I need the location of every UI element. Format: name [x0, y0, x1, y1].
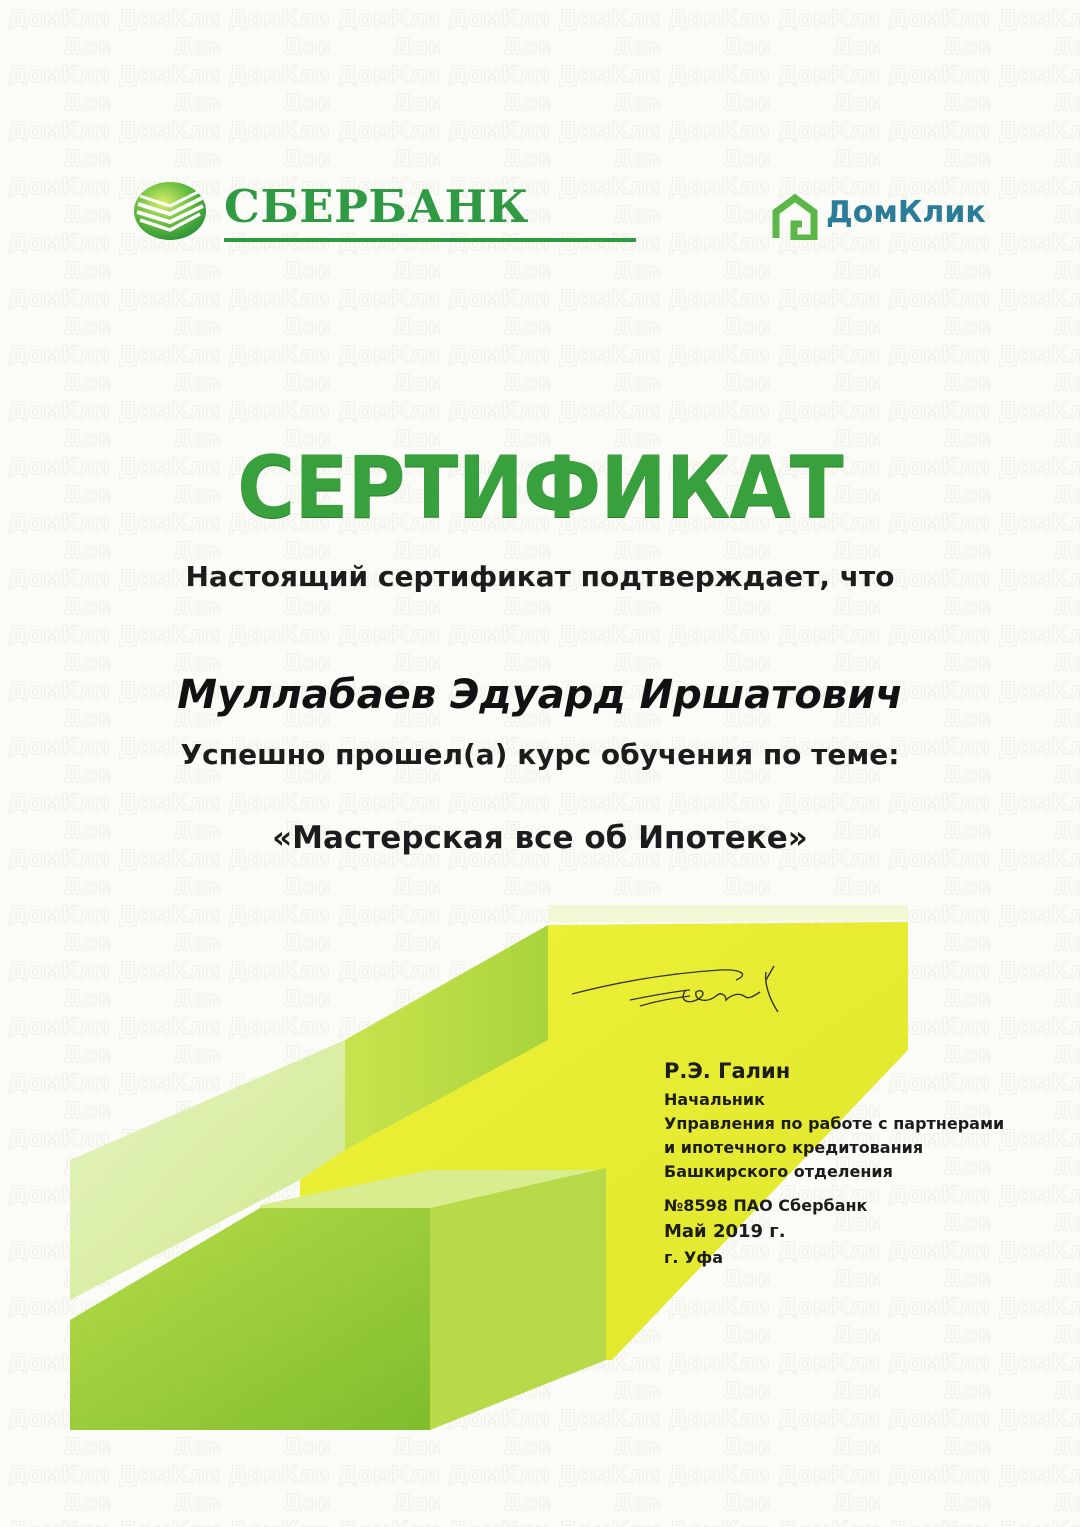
signer-position-line: Управления по работе с партнерами — [664, 1114, 1005, 1133]
house-icon — [772, 194, 818, 240]
course-name: «Мастерская все об Ипотеке» — [272, 820, 808, 856]
sberbank-underline — [224, 238, 636, 242]
signer-name: Р.Э. Галин — [664, 1059, 791, 1083]
signer-position-line: Начальник — [664, 1090, 765, 1109]
handwritten-signature — [570, 960, 810, 1030]
recipient-name: Муллабаев Эдуард Иршатович — [177, 672, 903, 718]
certificate-title: СЕРТИФИКАТ — [237, 438, 843, 538]
signer-position-line: №8598 ПАО Сбербанк — [664, 1196, 868, 1215]
domclick-logo — [772, 192, 1012, 244]
signer-block — [664, 1058, 1064, 1270]
sberbank-stripes-icon — [132, 180, 208, 242]
certificate-city: г. Уфа — [664, 1248, 724, 1267]
sberbank-wordmark: СБЕРБАНК — [224, 180, 529, 233]
certificate-date: Май 2019 г. — [664, 1221, 786, 1242]
domclick-wordmark: ДомКлик — [826, 195, 986, 230]
signer-position-line: и ипотечного кредитования — [664, 1138, 924, 1157]
course-intro: Успешно прошел(а) курс обучения по теме: — [180, 738, 900, 771]
certificate-subtitle: Настоящий сертификат подтверждает, что — [185, 560, 895, 593]
sberbank-logo — [132, 180, 529, 250]
signer-position-line: Башкирского отделения — [664, 1162, 893, 1181]
